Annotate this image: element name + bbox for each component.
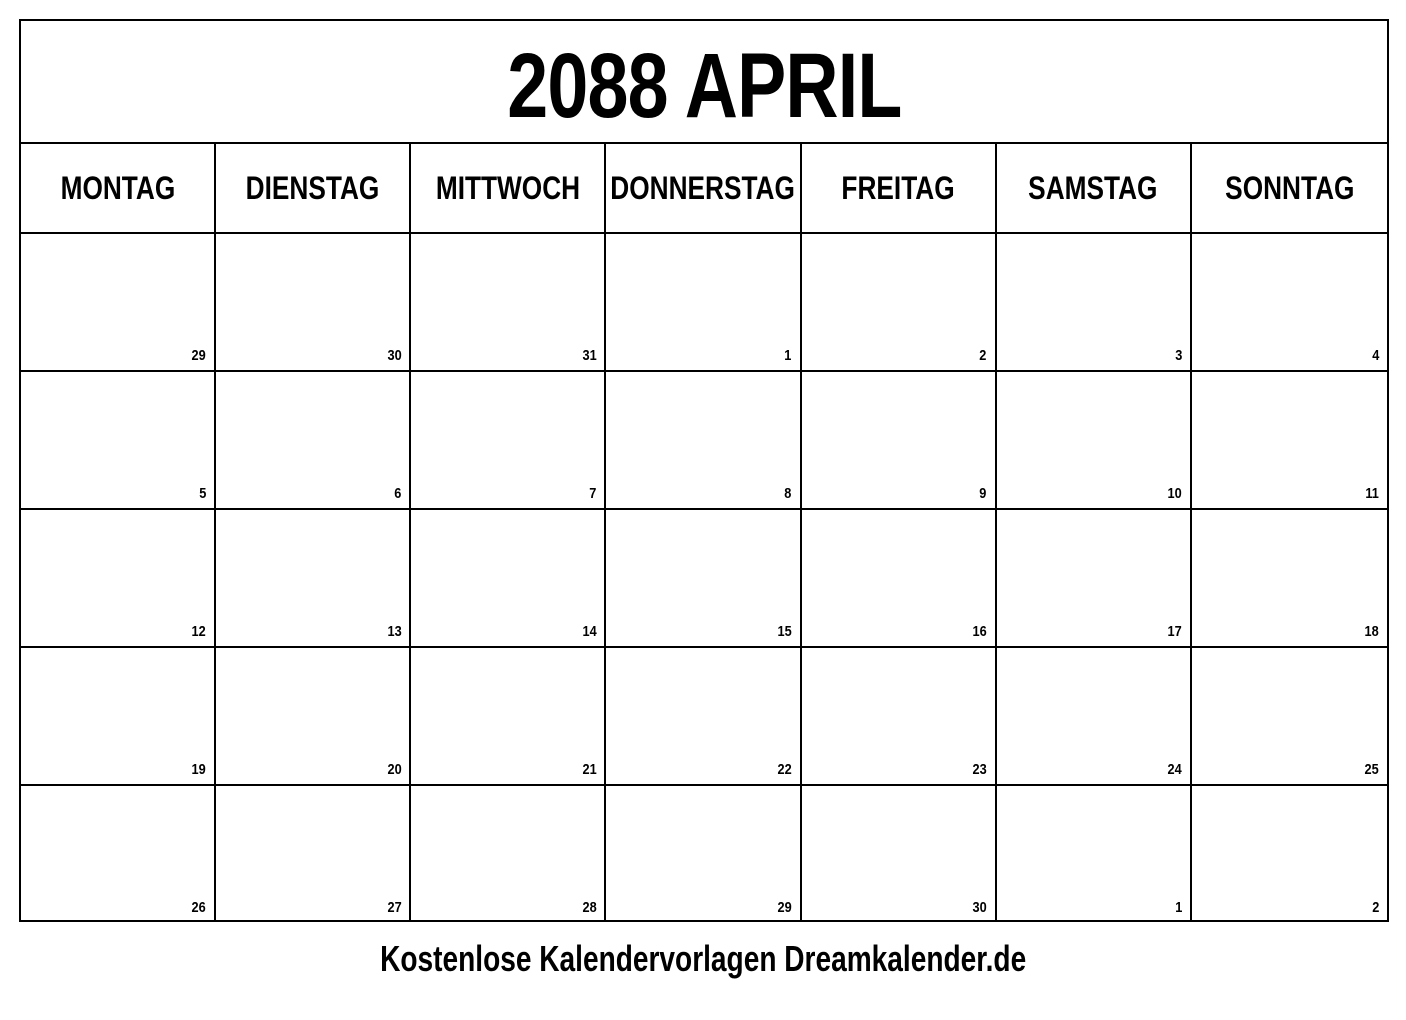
day-number: 15: [777, 623, 792, 640]
day-cell: [1192, 234, 1387, 372]
day-cell: [802, 786, 997, 922]
day-cell: [802, 648, 997, 786]
weekday-label: MITTWOCH: [435, 169, 580, 206]
day-cell: [411, 510, 606, 648]
day-cell: [411, 786, 606, 922]
day-cell: [411, 234, 606, 372]
day-number: 6: [394, 485, 402, 502]
day-number: 17: [1167, 623, 1182, 640]
day-number: 7: [589, 485, 597, 502]
day-number: 1: [784, 347, 792, 364]
day-cell: [606, 510, 801, 648]
day-cell: [606, 786, 801, 922]
weekday-label: DONNERSTAG: [610, 169, 796, 206]
day-cell: [997, 510, 1192, 648]
day-number: 30: [387, 347, 402, 364]
day-cell: [997, 648, 1192, 786]
day-number: 19: [191, 761, 207, 778]
day-cell: [1192, 510, 1387, 648]
day-cell: [997, 786, 1192, 922]
day-cell: [802, 372, 997, 510]
title-bar: [21, 21, 1387, 144]
day-cell: [21, 372, 216, 510]
day-number: 9: [979, 485, 987, 502]
day-cell: [216, 510, 411, 648]
day-cell: [802, 510, 997, 648]
day-number: 31: [582, 347, 597, 364]
day-number: 2: [979, 347, 987, 364]
day-number: 23: [972, 761, 987, 778]
day-number: 1: [1174, 899, 1182, 916]
day-number: 18: [1364, 623, 1379, 640]
day-number: 2: [1371, 899, 1379, 916]
weekday-label: SAMSTAG: [1028, 169, 1158, 206]
day-cell: [21, 786, 216, 922]
day-cell: [216, 372, 411, 510]
day-cell: [21, 648, 216, 786]
day-number: 13: [387, 623, 402, 640]
day-number: 8: [784, 485, 792, 502]
weekday-header-row: [21, 144, 1387, 234]
weekday-label: SONNTAG: [1224, 169, 1355, 206]
day-grid: [21, 234, 1387, 922]
day-number: 12: [191, 623, 207, 640]
weekday-label: DIENSTAG: [245, 169, 380, 206]
day-cell: [411, 648, 606, 786]
day-number: 3: [1174, 347, 1182, 364]
day-cell: [606, 648, 801, 786]
day-number: 4: [1371, 347, 1379, 364]
weekday-header: [606, 144, 801, 234]
day-number: 14: [582, 623, 597, 640]
day-cell: [216, 234, 411, 372]
day-number: 10: [1167, 485, 1182, 502]
weekday-header: [21, 144, 216, 234]
day-number: 21: [582, 761, 597, 778]
calendar: [19, 19, 1389, 922]
day-cell: [1192, 786, 1387, 922]
day-number: 11: [1365, 485, 1379, 502]
footer: [0, 938, 1406, 980]
page-title: 2088 APRIL: [506, 34, 902, 137]
footer-text: Kostenlose Kalendervorlagen Dreamkalender.de: [379, 938, 1027, 979]
weekday-header: [1192, 144, 1387, 234]
weekday-label: FREITAG: [841, 169, 955, 206]
day-cell: [1192, 372, 1387, 510]
day-number: 28: [582, 899, 597, 916]
day-cell: [411, 372, 606, 510]
day-cell: [997, 372, 1192, 510]
day-cell: [216, 786, 411, 922]
day-number: 5: [199, 485, 207, 502]
day-cell: [802, 234, 997, 372]
day-cell: [21, 234, 216, 372]
weekday-header: [997, 144, 1192, 234]
day-cell: [21, 510, 216, 648]
day-number: 26: [191, 899, 207, 916]
day-number: 29: [777, 899, 792, 916]
day-cell: [216, 648, 411, 786]
day-cell: [606, 234, 801, 372]
day-number: 16: [972, 623, 987, 640]
day-number: 27: [387, 899, 402, 916]
weekday-label: MONTAG: [60, 169, 175, 206]
day-number: 20: [387, 761, 402, 778]
day-cell: [606, 372, 801, 510]
day-number: 30: [972, 899, 987, 916]
day-number: 25: [1364, 761, 1379, 778]
weekday-header: [802, 144, 997, 234]
day-number: 22: [777, 761, 792, 778]
weekday-header: [216, 144, 411, 234]
day-number: 29: [191, 347, 207, 364]
weekday-header: [411, 144, 606, 234]
day-cell: [1192, 648, 1387, 786]
day-cell: [997, 234, 1192, 372]
day-number: 24: [1167, 761, 1182, 778]
